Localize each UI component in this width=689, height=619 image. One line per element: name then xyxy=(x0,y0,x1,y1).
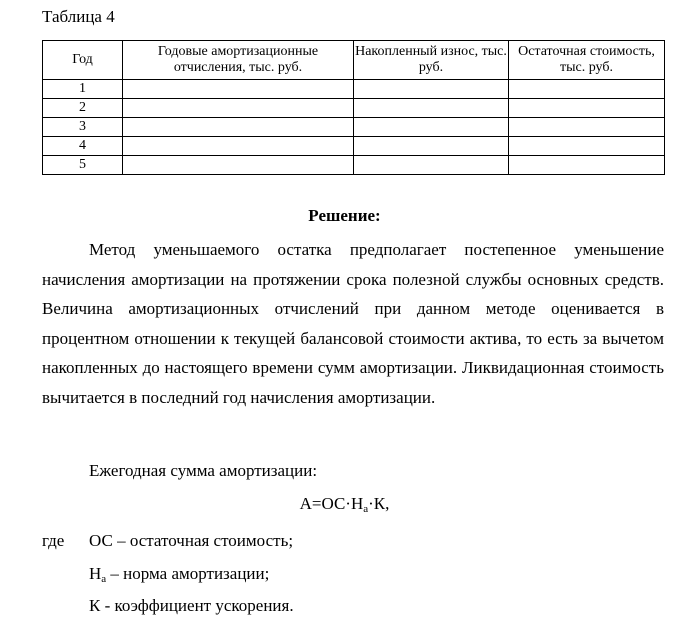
cell-annual xyxy=(123,156,354,175)
header-year: Год xyxy=(43,41,123,80)
cell-year: 2 xyxy=(43,99,123,118)
cell-residual xyxy=(509,118,665,137)
cell-annual xyxy=(123,80,354,99)
cell-annual xyxy=(123,118,354,137)
cell-accumulated xyxy=(354,137,509,156)
table-header-row xyxy=(43,41,665,80)
header-annual-depreciation: Годовые амортизационные отчисления, тыс. руб. xyxy=(123,41,354,80)
table-row xyxy=(43,137,665,156)
formula-lhs: А=ОС·Н xyxy=(299,494,364,513)
cell-accumulated xyxy=(354,118,509,137)
definition-k: К - коэффициент ускорения. xyxy=(89,596,294,615)
cell-accumulated xyxy=(354,156,509,175)
cell-residual xyxy=(509,99,665,118)
definition-os: ОС – остаточная стоимость; xyxy=(89,531,294,550)
table-caption: Таблица 4 xyxy=(42,7,115,26)
cell-residual xyxy=(509,156,665,175)
na-text: – норма амортизации; xyxy=(106,564,270,583)
cell-annual xyxy=(123,99,354,118)
depreciation-table xyxy=(42,40,665,175)
depreciation-formula xyxy=(0,493,689,515)
cell-year: 5 xyxy=(43,156,123,175)
table-row xyxy=(43,118,665,137)
where-label: где xyxy=(42,531,65,550)
formula-subscript: а xyxy=(363,503,369,515)
annual-amount-label: Ежегодная сумма амортизации: xyxy=(89,461,318,480)
cell-year: 4 xyxy=(43,137,123,156)
table-row xyxy=(43,80,665,99)
cell-year: 1 xyxy=(43,80,123,99)
header-accumulated-wear: Накопленный износ, тыс. руб. xyxy=(354,41,509,80)
table-row xyxy=(43,156,665,175)
cell-accumulated xyxy=(354,80,509,99)
na-subscript: а xyxy=(101,573,107,585)
table-row xyxy=(43,99,665,118)
cell-year: 3 xyxy=(43,118,123,137)
cell-residual xyxy=(509,137,665,156)
header-residual-value: Остаточная стоимость, тыс. руб. xyxy=(509,41,665,80)
na-symbol: Н xyxy=(89,564,102,583)
definition-na xyxy=(89,563,269,585)
solution-heading: Решение: xyxy=(308,206,381,225)
cell-accumulated xyxy=(354,99,509,118)
cell-residual xyxy=(509,80,665,99)
solution-paragraph: Метод уменьшаемого остатка предполагает постепенное уменьшение начисления амортизации на протяжении срока полезной службы основных средств. Величина амортизационных отчислений при данном методе оценивается в процентном отношении к текущей балансовой стоимости актива, то есть за вычетом накопленных до настоящего времени сумм амортизации. Ликвидационная стоимость вычитается в последний год начисления амортизации. xyxy=(42,240,664,407)
cell-annual xyxy=(123,137,354,156)
formula-rhs: ·К, xyxy=(368,494,390,513)
